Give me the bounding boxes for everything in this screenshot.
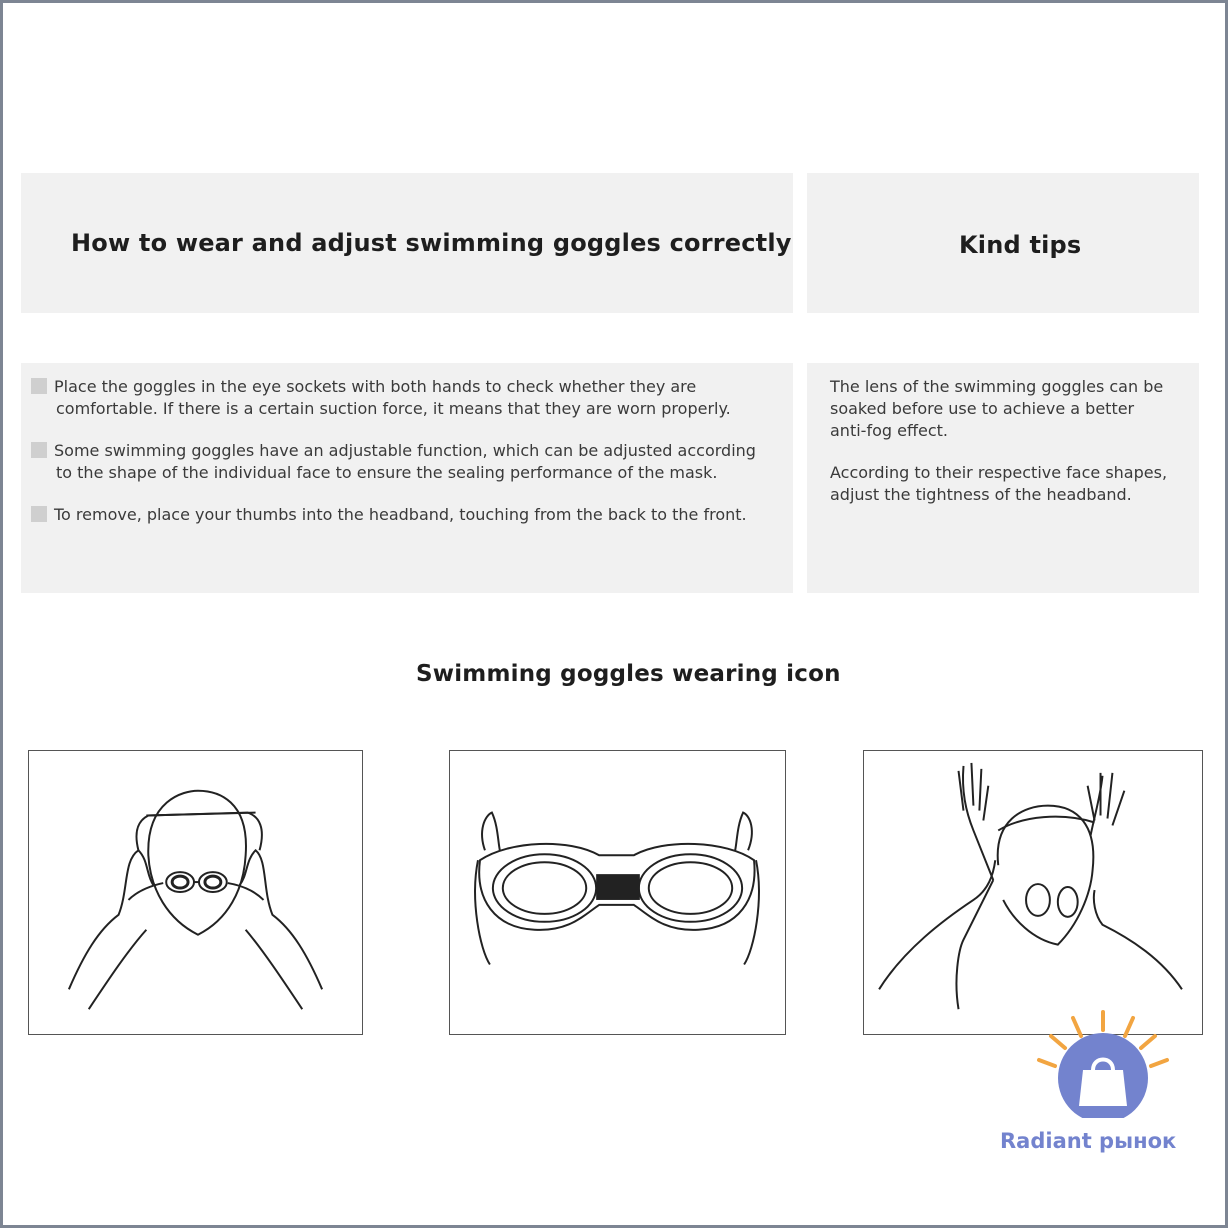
tip-text: According to their respective face shapes, <box>830 463 1168 482</box>
instructions-title: How to wear and adjust swimming goggles correctly <box>71 229 792 257</box>
instruction-text: comfortable. If there is a certain suction force, it means that they are worn properly. <box>56 399 731 418</box>
brand-logo <box>1031 1008 1181 1118</box>
removing-goggles-icon <box>864 751 1202 1034</box>
instruction-text: Some swimming goggles have an adjustable function, which can be adjusted according <box>54 441 756 460</box>
page-frame <box>3 3 1225 1225</box>
instruction-item <box>31 504 791 526</box>
wearing-goggles-illustration <box>28 750 363 1035</box>
goggles-back-view-illustration <box>449 750 786 1035</box>
instruction-text: To remove, place your thumbs into the headband, touching from the back to the front. <box>54 505 747 524</box>
wearing-goggles-icon <box>29 751 362 1034</box>
brand-name: Radiant рынок <box>1000 1129 1177 1153</box>
tip-text: adjust the tightness of the headband. <box>830 485 1132 504</box>
tip-item <box>830 376 1195 442</box>
tips-list <box>830 376 1195 526</box>
tips-title: Kind tips <box>959 231 1082 259</box>
instruction-text: to the shape of the individual face to ensure the sealing performance of the mask. <box>56 463 718 482</box>
shopping-bag-logo-icon <box>1031 1008 1181 1118</box>
tip-text: anti-fog effect. <box>830 421 948 440</box>
instruction-item <box>31 376 791 420</box>
section-title: Swimming goggles wearing icon <box>416 661 841 687</box>
tip-item <box>830 462 1195 506</box>
bullet-square <box>31 442 47 458</box>
instructions-list <box>31 376 791 546</box>
tip-text: soaked before use to achieve a better <box>830 399 1135 418</box>
goggles-icon <box>450 751 785 1034</box>
bullet-square <box>31 378 47 394</box>
instruction-text: Place the goggles in the eye sockets with both hands to check whether they are <box>54 377 697 396</box>
bullet-square <box>31 506 47 522</box>
tip-text: The lens of the swimming goggles can be <box>830 377 1164 396</box>
instruction-item <box>31 440 791 484</box>
removing-goggles-illustration <box>863 750 1203 1035</box>
